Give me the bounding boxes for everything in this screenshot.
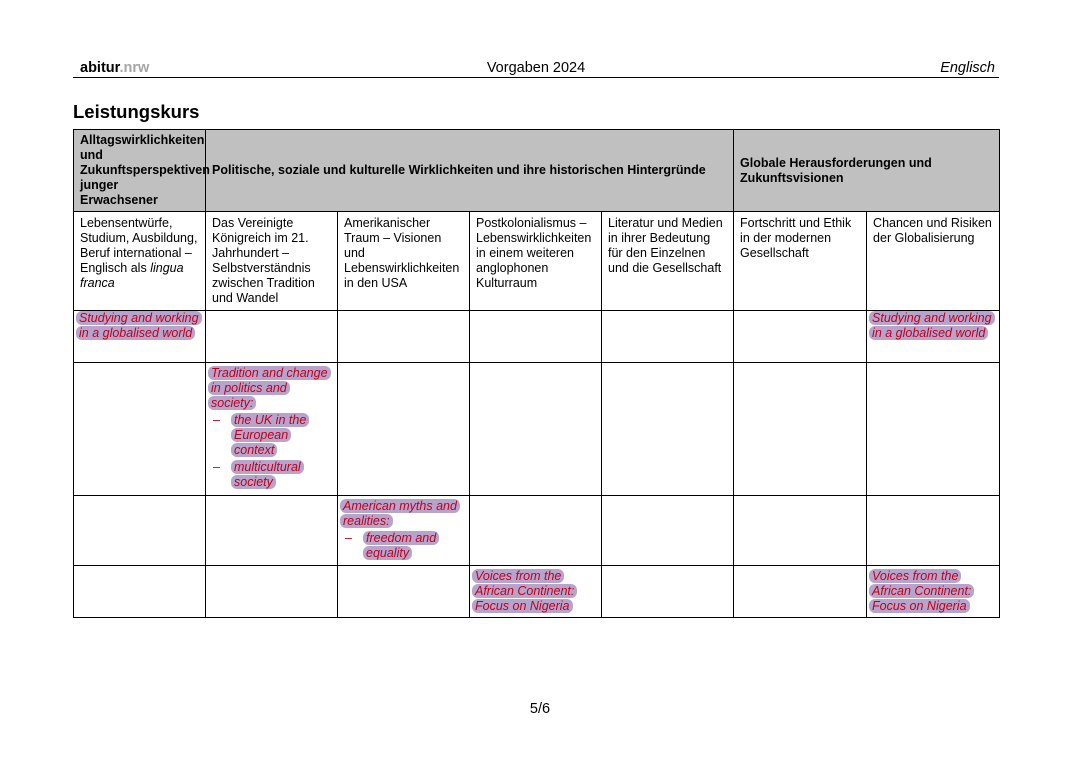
section-title: Leistungskurs [73,101,200,122]
topic-cell: Chancen und Risiken der Globalisierung [867,212,1000,311]
topic-cell: Literatur und Medien in ihrer Bedeutung für den Einzelnen und die Gesellschaft [602,212,734,311]
header-center: Vorgaben 2024 [486,60,586,76]
focus-voices: Voices from the African Continent: Focus on Nigeria [867,566,999,614]
bullet-dash: – [345,531,352,545]
topic-cell: Amerikanischer Traum – Visionen und Lebenswirklichkeiten in den USA [338,212,470,311]
topic-cell: Postkolonialismus – Lebenswirklichkeiten in einem weiteren anglophonen Kulturraum [470,212,602,311]
group-header-3: Globale Herausforderungen und Zukunftsvisionen [734,130,1000,212]
brand-main: abitur [80,60,120,76]
focus-multicultural: multicultural society [231,460,304,489]
brand-suffix: .nrw [119,60,150,76]
curriculum-table [73,129,1000,618]
group-header-2: Politische, soziale und kulturelle Wirklichkeiten und ihre historischen Hintergründe [206,130,734,212]
focus-cell [338,496,470,566]
focus-cell [206,363,338,496]
focus-studying: Studying and working in a globalised world [74,311,205,341]
page-header [73,60,999,78]
focus-freedom: freedom and equality [363,531,439,560]
page-number: 5/6 [529,701,551,717]
header-subject: Englisch [940,60,995,76]
focus-cell [867,566,1000,618]
focus-studying: Studying and working in a globalised world [867,311,999,341]
topic-cell: Lebensentwürfe, Studium, Ausbildung, Beruf international – Englisch als lingua franca [74,212,206,311]
topic-cell: Fortschritt und Ethik in der modernen Gesellschaft [734,212,867,311]
focus-american: American myths and realities: – freedom and equality [338,496,469,561]
topic-cell: Das Vereinigte Königreich im 21. Jahrhundert – Selbstverständnis zwischen Tradition und Wandel [206,212,338,311]
bullet-dash: – [213,413,220,427]
focus-voices: Voices from the African Continent: Focus on Nigeria [470,566,601,614]
focus-cell [470,566,602,618]
focus-tradition: Tradition and change in politics and society: – the UK in the European context – multicultural society [206,363,337,490]
focus-cell [74,311,206,363]
group-header-1: Alltagswirklichkeiten und Zukunftsperspektiven junger Erwachsener [74,130,206,212]
bullet-dash: – [213,460,220,474]
focus-uk-europe: the UK in the European context [231,413,309,457]
focus-cell [867,311,1000,363]
